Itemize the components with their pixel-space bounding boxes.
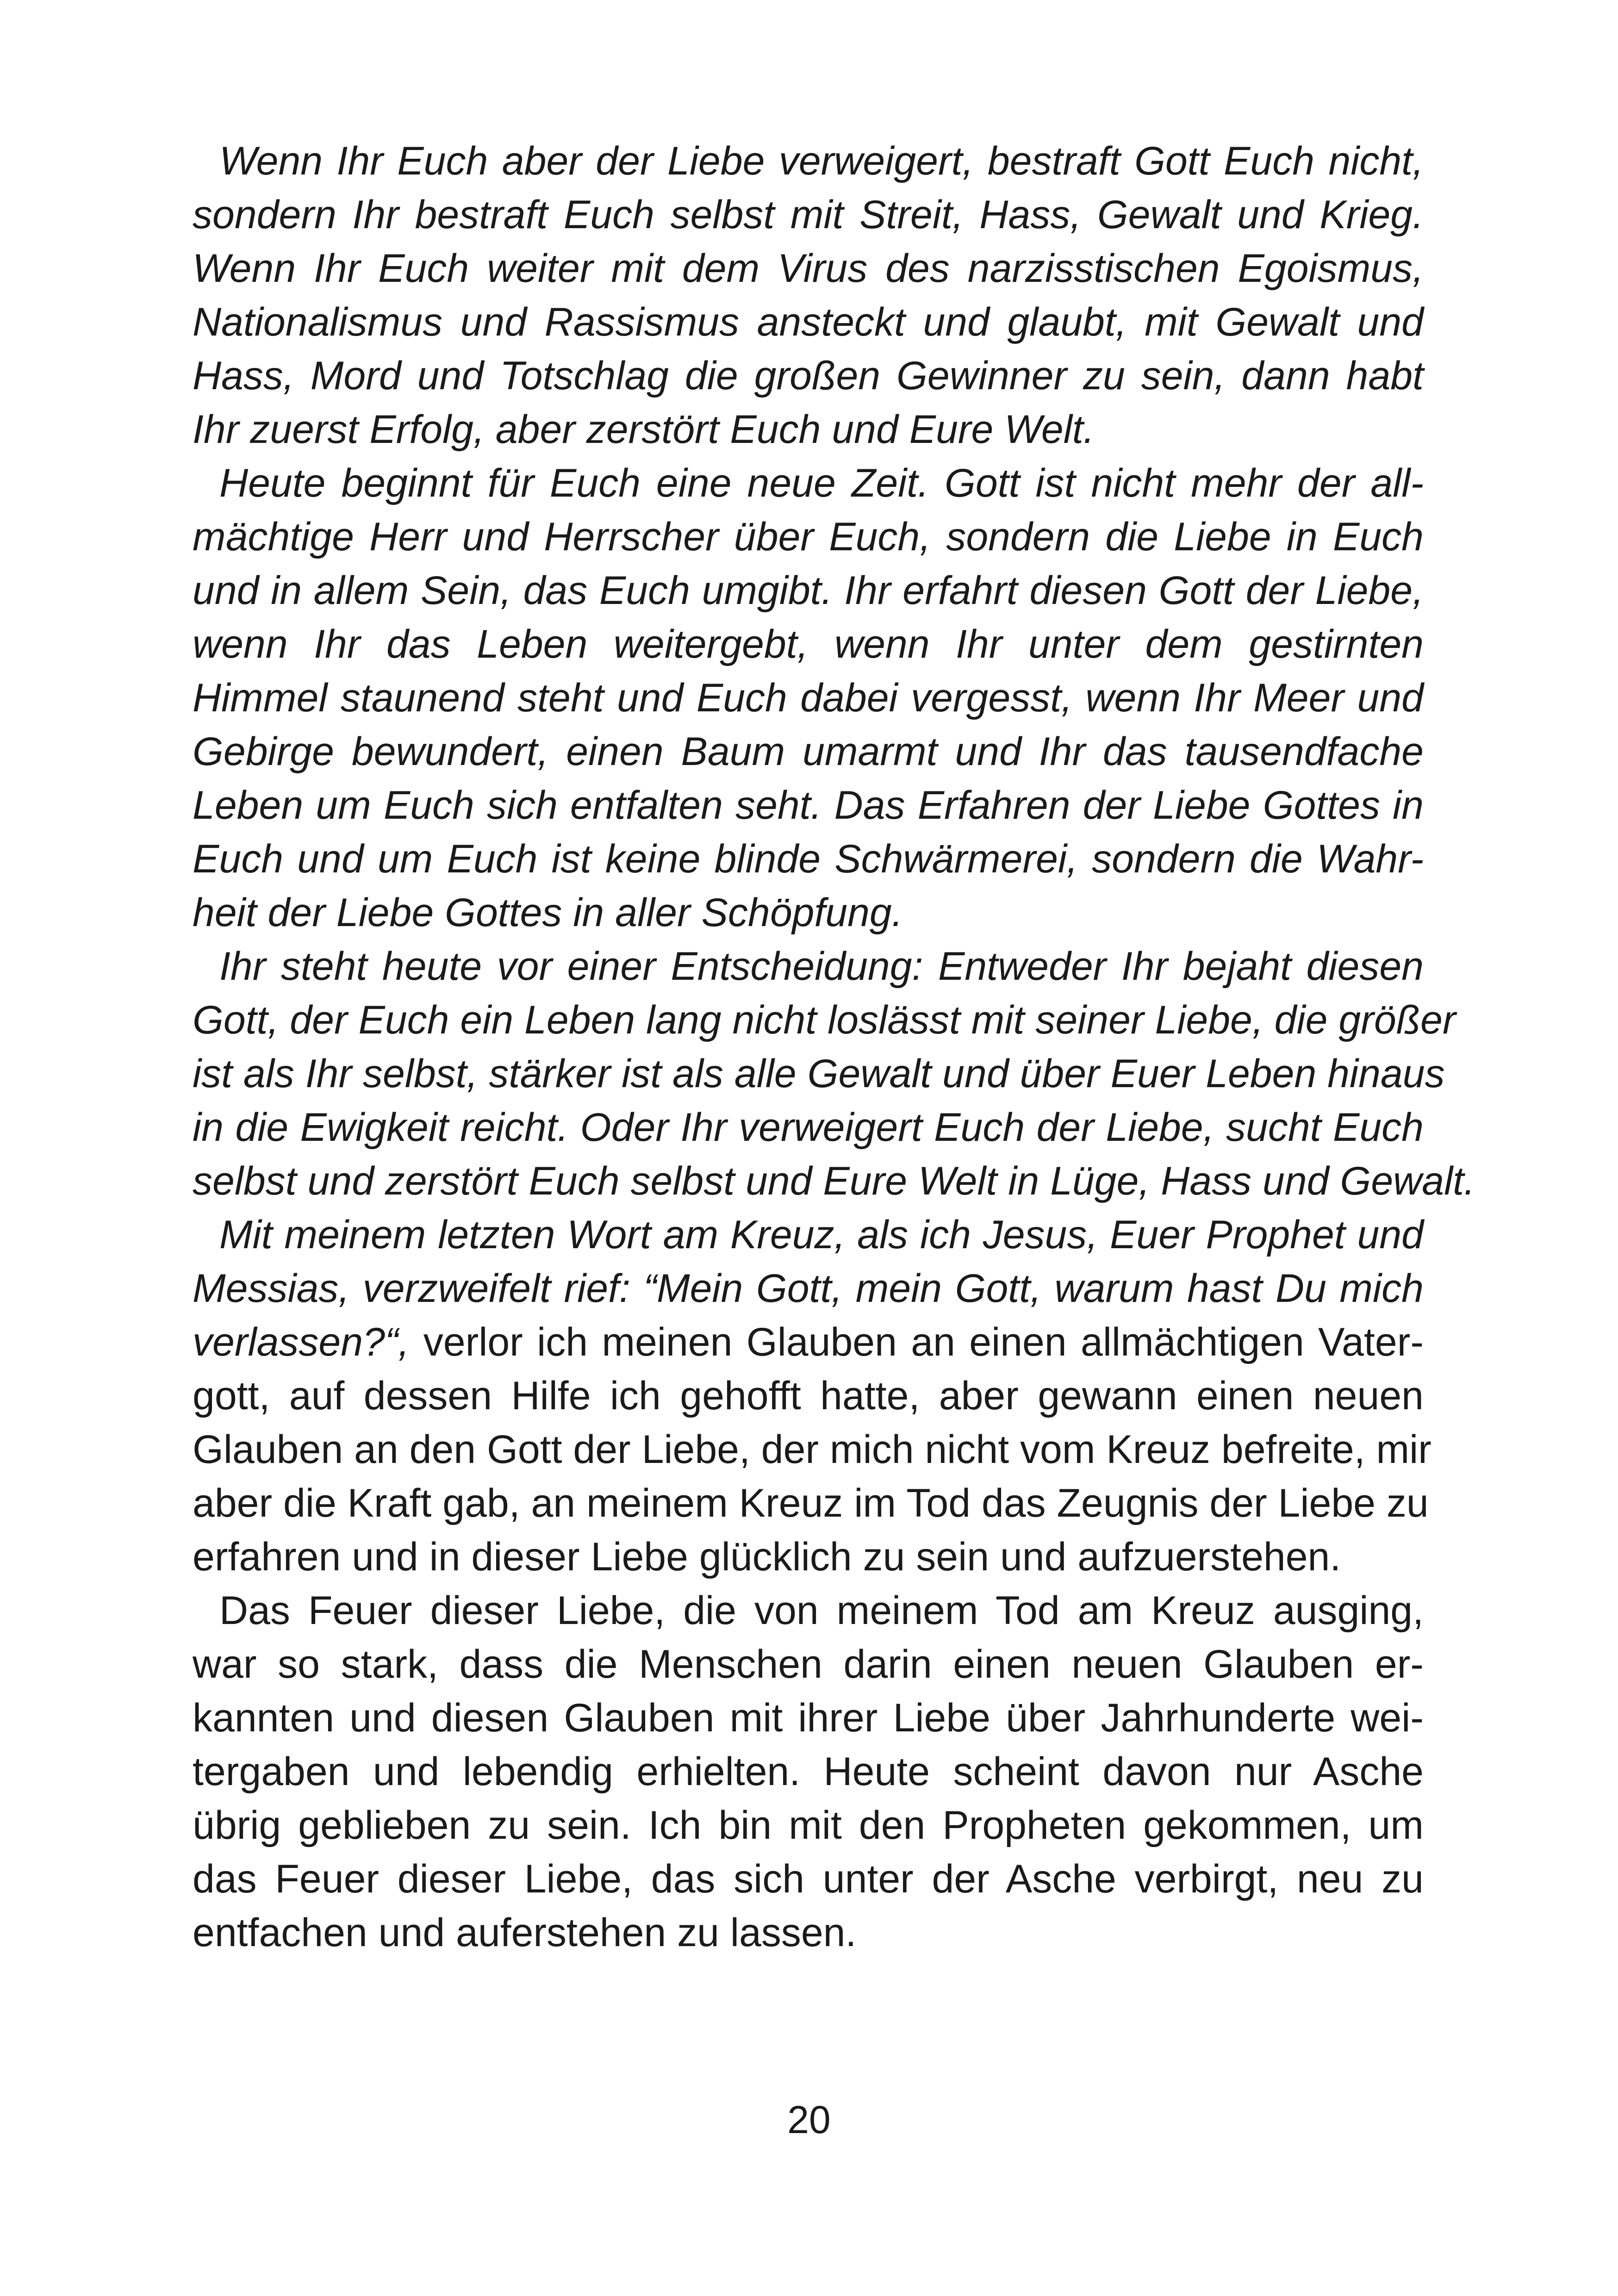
text-line: Heute beginnt für Euch eine neue Zeit. Gott ist nicht mehr der all- [219, 461, 1424, 505]
text-line: gott, auf dessen Hilfe ich gehofft hatte, aber gewann einen neuen [193, 1374, 1424, 1418]
text-line: ist als Ihr selbst, stärker ist als alle Gewalt und über Euer Leben hinaus [193, 1052, 1445, 1096]
text-line: tergaben und lebendig erhielten. Heute scheint davon nur Asche [193, 1749, 1424, 1794]
text-line [193, 1315, 1424, 1369]
text-line: Gott, der Euch ein Leben lang nicht loslässt mit seiner Liebe, die größer [193, 998, 1456, 1042]
text-segment: verlor ich meinen Glauben an einen allmächtigen Vater- [409, 1320, 1424, 1364]
text-segment: verlassen?“, [193, 1320, 410, 1364]
paragraph [193, 134, 1424, 456]
text-line: Wenn Ihr Euch aber der Liebe verweigert, bestraft Gott Euch nicht, [219, 139, 1424, 183]
text-line: übrig geblieben zu sein. Ich bin mit den Propheten gekommen, um [193, 1803, 1424, 1848]
text-line: Himmel staunend steht und Euch dabei vergesst, wenn Ihr Meer und [193, 676, 1424, 720]
text-line: Wenn Ihr Euch weiter mit dem Virus des narzisstischen Egoismus, [193, 246, 1424, 291]
text-line: erfahren und in dieser Liebe glücklich zu sein und aufzuerstehen. [193, 1535, 1341, 1579]
text-line: und in allem Sein, das Euch umgibt. Ihr erfahrt diesen Gott der Liebe, [193, 568, 1424, 613]
paragraph [193, 1584, 1424, 1960]
paragraph [193, 456, 1424, 940]
text-line: Das Feuer dieser Liebe, die von meinem Tod am Kreuz ausging, [219, 1588, 1424, 1633]
text-line: heit der Liebe Gottes in aller Schöpfung. [193, 890, 903, 935]
text-line: war so stark, dass die Menschen darin einen neuen Glauben er- [193, 1642, 1424, 1686]
text-line: entfachen und auferstehen zu lassen. [193, 1910, 857, 1955]
text-line: Ihr zuerst Erfolg, aber zerstört Euch und Eure Welt. [193, 407, 1095, 452]
paragraph [193, 940, 1475, 1208]
text-line: Gebirge bewundert, einen Baum umarmt und Ihr das tausendfache [193, 729, 1424, 774]
body-text [193, 134, 1475, 1960]
text-line: Hass, Mord und Totschlag die großen Gewinner zu sein, dann habt [193, 354, 1424, 398]
text-line: Glauben an den Gott der Liebe, der mich nicht vom Kreuz befreite, mir [193, 1427, 1431, 1472]
text-line: das Feuer dieser Liebe, das sich unter der Asche verbirgt, neu zu [193, 1857, 1424, 1901]
page-number: 20 [787, 2098, 831, 2141]
text-line: sondern Ihr bestraft Euch selbst mit Streit, Hass, Gewalt und Krieg. [193, 193, 1424, 237]
text-line: Mit meinem letzten Wort am Kreuz, als ich Jesus, Euer Prophet und [219, 1213, 1424, 1257]
text-line: in die Ewigkeit reicht. Oder Ihr verweigert Euch der Liebe, sucht Euch [193, 1105, 1424, 1150]
text-line: selbst und zerstört Euch selbst und Eure Welt in Lüge, Hass und Gewalt. [193, 1159, 1475, 1203]
text-line: Euch und um Euch ist keine blinde Schwärmerei, sondern die Wahr- [193, 837, 1424, 881]
text-line: wenn Ihr das Leben weitergebt, wenn Ihr unter dem gestirnten [193, 622, 1424, 666]
text-line: Nationalismus und Rassismus ansteckt und glaubt, mit Gewalt und [193, 300, 1424, 344]
text-line: Ihr steht heute vor einer Entscheidung: Entweder Ihr bejaht diesen [219, 944, 1424, 989]
text-line: Messias, verzweifelt rief: “Mein Gott, mein Gott, warum hast Du mich [193, 1266, 1424, 1311]
text-line: Leben um Euch sich entfalten seht. Das Erfahren der Liebe Gottes in [193, 783, 1424, 828]
text-line: kannten und diesen Glauben mit ihrer Liebe über Jahrhunderte wei- [193, 1696, 1424, 1740]
text-line: aber die Kraft gab, an meinem Kreuz im Tod das Zeugnis der Liebe zu [193, 1481, 1429, 1525]
paragraph [193, 1208, 1431, 1584]
text-line: mächtige Herr und Herrscher über Euch, sondern die Liebe in Euch [193, 515, 1424, 559]
